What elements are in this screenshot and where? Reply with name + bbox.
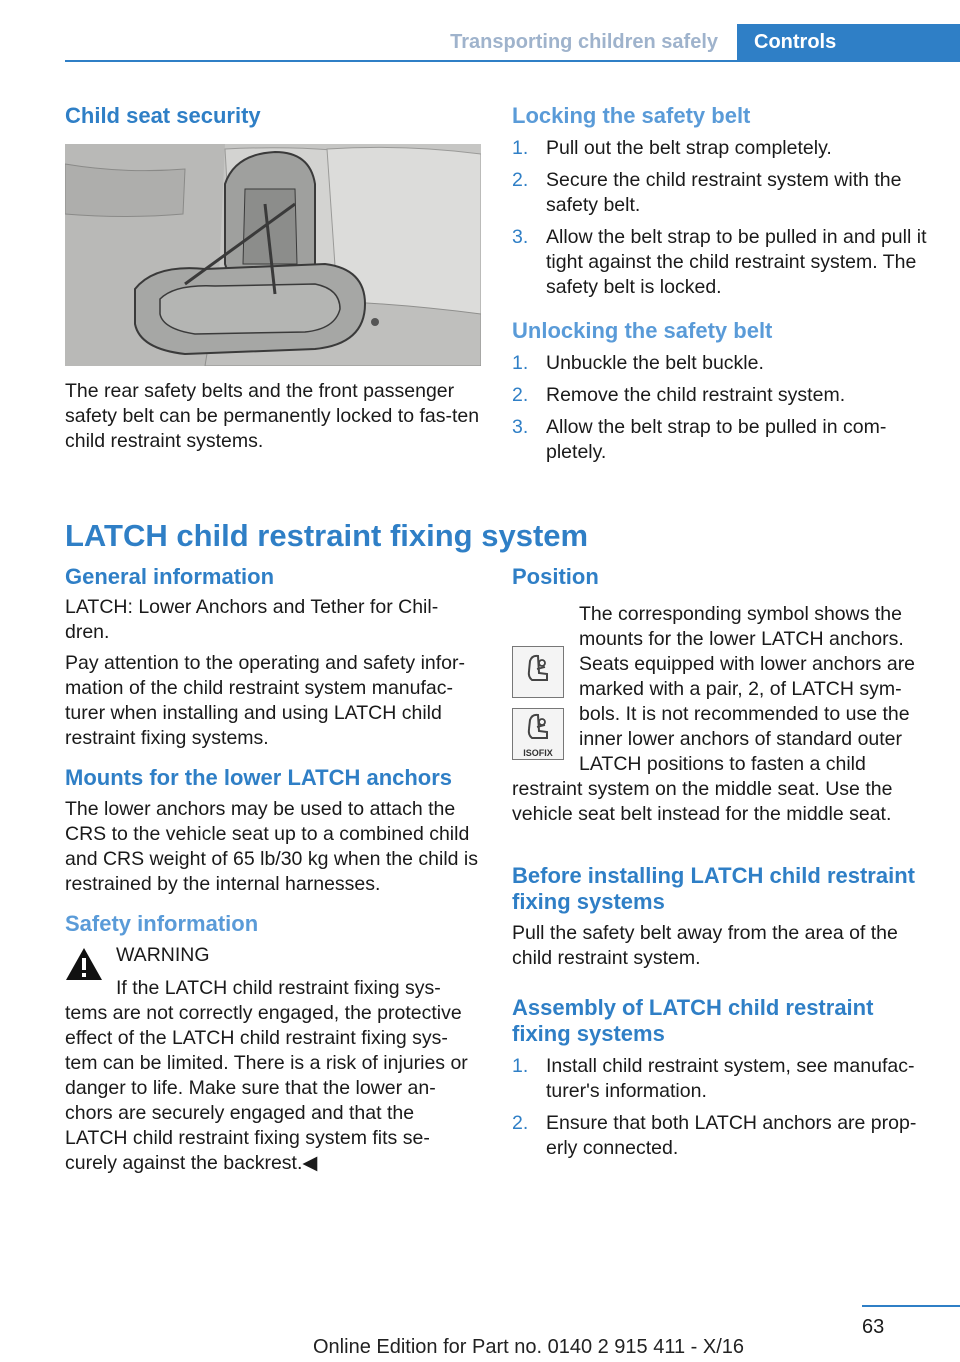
list-item (512, 225, 932, 300)
step-number: 1. (512, 137, 529, 159)
unlocking-heading: Unlocking the safety belt (512, 318, 773, 343)
list-item (512, 168, 932, 218)
header-rule (65, 60, 960, 62)
list-item (512, 1054, 932, 1104)
warning-text: If the LATCH child restraint fixing sys-tems are not correctly engaged, the protective effect of the LATCH child restraint fixing sys-tem can be limited. There is a risk of injuries or danger to life. Make sure that the lower an-chors are securely engaged and that the LATCH child restraint fixing system fits se-curely against the backrest.◀ (65, 977, 468, 1174)
list-item (512, 1111, 932, 1161)
step-text: Unbuckle the belt buckle. (546, 352, 764, 374)
chapter-tab-label: Controls (754, 31, 837, 53)
safety-heading: Safety information (65, 911, 259, 936)
page-header (0, 0, 960, 62)
step-number: 3. (512, 226, 529, 248)
step-number: 2. (512, 1112, 529, 1134)
step-text: Allow the belt strap to be pulled in and pull it tight against the child restraint system. The safety belt is locked. (546, 226, 927, 298)
main-title: LATCH child restraint fixing system (65, 518, 589, 553)
general-heading: General information (65, 564, 275, 589)
general-p1: LATCH: Lower Anchors and Tether for Chil-dren. (65, 596, 439, 643)
step-text: Pull out the belt strap completely. (546, 137, 832, 159)
latch-symbol (512, 646, 564, 698)
step-number: 3. (512, 416, 529, 438)
step-text: Remove the child restraint system. (546, 384, 846, 406)
locking-section (512, 103, 932, 472)
position-text: The corresponding symbol shows the mounts for the lower LATCH anchors. Seats equipped with lower anchors are marked with a pair, 2, of LATCH sym-bols. It is not recommended to use the inner lower anchors of standard outer LATCH positions to fasten a child restraint system on the middle seat. Use the vehicle seat belt instead for the middle seat. (512, 603, 916, 825)
warning-block (65, 943, 479, 1176)
isofix-label: ISOFIX (523, 748, 553, 758)
child-seat-security-heading: Child seat security (65, 103, 261, 128)
child-seat-illustration (65, 144, 481, 366)
list-item (512, 415, 932, 465)
position-heading: Position (512, 564, 599, 589)
step-text: Secure the child restraint system with the safety belt. (546, 169, 902, 216)
position-block (512, 602, 932, 827)
step-text: Ensure that both LATCH anchors are prop-erly connected. (546, 1112, 917, 1159)
footer-rule (862, 1305, 960, 1307)
general-p2: Pay attention to the operating and safety infor-mation of the child restraint system manufac-turer when installing and using LATCH child restraint fixing systems. (65, 652, 466, 749)
page-number: 63 (862, 1316, 885, 1338)
footer-edition: Online Edition for Part no. 0140 2 915 411 - X/16 (313, 1336, 745, 1358)
unlocking-steps (512, 351, 932, 465)
child-seat-drawing (65, 144, 481, 366)
step-text: Install child restraint system, see manufac-turer's information. (546, 1055, 915, 1102)
chapter-tab (737, 24, 960, 62)
right-lower-column (512, 564, 932, 1168)
warning-label: WARNING (116, 944, 210, 966)
list-item (512, 351, 932, 376)
mounts-text: The lower anchors may be used to attach the CRS to the vehicle seat up to a combined child and CRS weight of 65 lb/30 kg when the child is restrained by the internal harnesses. (65, 798, 478, 895)
step-number: 2. (512, 169, 529, 191)
section-title: Transporting children safely (450, 31, 718, 53)
before-text: Pull the safety belt away from the area of the child restraint system. (512, 922, 898, 969)
assembly-steps (512, 1054, 932, 1161)
left-lower-column (65, 564, 479, 1176)
locking-steps (512, 136, 932, 300)
child-seat-icon (513, 647, 563, 697)
step-number: 1. (512, 1055, 529, 1077)
warning-icon (65, 947, 103, 981)
list-item (512, 136, 932, 161)
child-seat-security-section (65, 103, 481, 454)
locking-heading: Locking the safety belt (512, 103, 751, 128)
assembly-heading: Assembly of LATCH child restraint fixing systems (512, 995, 874, 1046)
mounts-heading: Mounts for the lower LATCH anchors (65, 765, 453, 790)
list-item (512, 383, 932, 408)
before-heading: Before installing LATCH child restraint fixing systems (512, 863, 915, 914)
child-seat-isofix-icon (513, 709, 563, 749)
isofix-symbol (512, 708, 564, 760)
child-seat-security-text: The rear safety belts and the front passenger safety belt can be permanently locked to fas-ten child restraint systems. (65, 380, 480, 452)
step-text: Allow the belt strap to be pulled in com-pletely. (546, 416, 887, 463)
step-number: 2. (512, 384, 529, 406)
step-number: 1. (512, 352, 529, 374)
